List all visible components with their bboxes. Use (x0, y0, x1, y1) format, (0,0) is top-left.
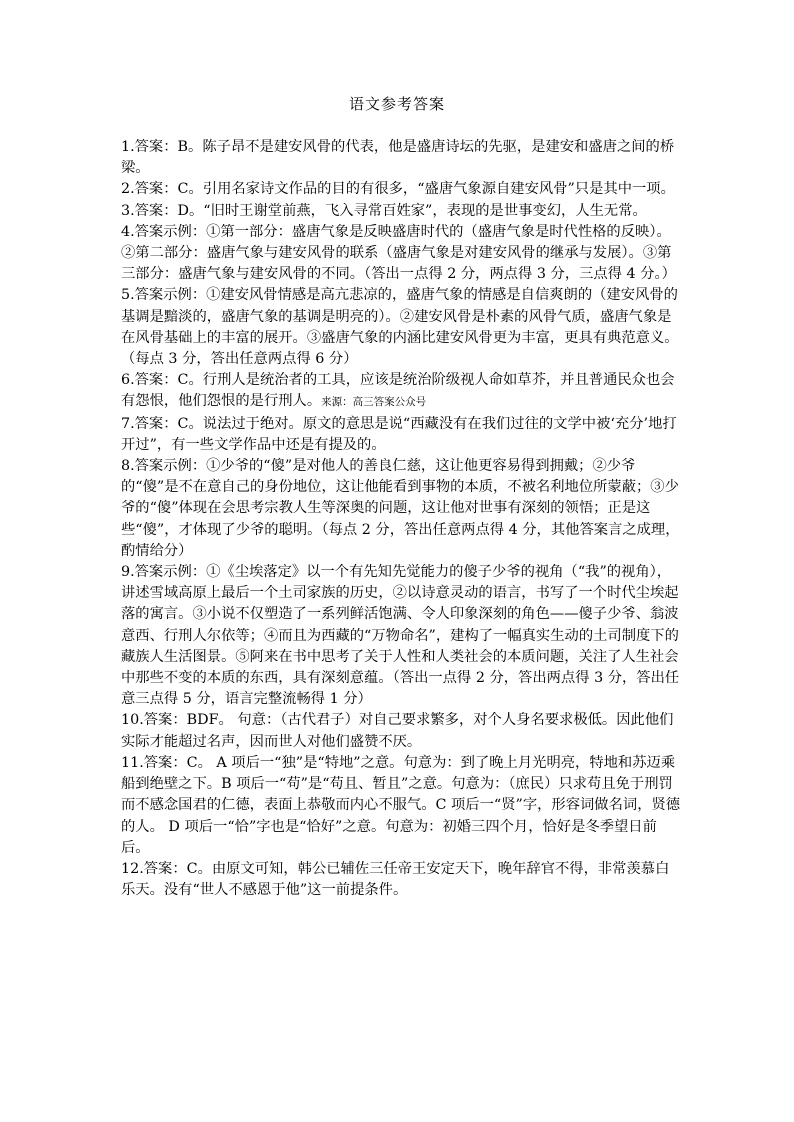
answer-9 (121, 562, 681, 710)
answer-4 (121, 222, 681, 286)
answer-3 (121, 201, 681, 222)
answer-7 (121, 414, 681, 456)
answer-12 (121, 859, 681, 901)
answer-text: 10.答案：BDF。 句意：（古代君子）对自己要求繁多，对个人身名要求极低。因此他们实际才能超过名声，因而世人对他们盛赞不厌。 (121, 712, 674, 750)
answer-1 (121, 137, 681, 179)
answer-text: 7.答案：C。说法过于绝对。原文的意思是说“西藏没有在我们过往的文学中被‘充分’地打开过”，有一些文学作品中还是有提及的。 (121, 415, 677, 453)
answer-8 (121, 456, 681, 562)
answer-text: 5.答案示例：①建安风骨情感是高亢悲凉的，盛唐气象的情感是自信爽朗的（建安风骨的基调是黯淡的，盛唐气象的基调是明亮的）。②建安风骨是朴素的风骨气质，盛唐气象是在风骨基础上的丰富的展开。③盛唐气象的内涵比建安风骨更为丰富，更具有典范意义。（每点 3 分，答出任意两点得 6 分） (121, 287, 679, 368)
source-note: 来源：高三答案公众号 (321, 396, 427, 409)
answer-text: 1.答案：B。陈子昂不是建安风骨的代表，他是盛唐诗坛的先驱，是建安和盛唐之间的桥梁。 (121, 139, 675, 177)
answer-text: 3.答案：D。“旧时王谢堂前燕，飞入寻常百姓家”，表现的是世事变幻，人生无常。 (121, 202, 647, 219)
answer-text: 6.答案：C。行刑人是统治者的工具，应该是统治阶级视人命如草芥，并且普通民众也会有怨恨，他们怨恨的是行刑人。 (121, 372, 675, 410)
answer-text: 8.答案示例：①少爷的“傻”是对他人的善良仁慈，这让他更容易得到拥戴；②少爷的“傻”是不在意自己的身份地位，这让他能看到事物的本质，不被名利地位所蒙蔽；③少爷的“傻”体现在会思考宗教人生等深奥的问题，这让他对世事有深刻的领悟；正是这些“傻”，才体现了少爷的聪明。（每点 2 分，答出任意两点得 4 分，其他答案言之成理，酌情给分） (121, 458, 680, 559)
answer-6 (121, 370, 681, 413)
page-title: 语文参考答案 (348, 95, 445, 113)
answer-11 (121, 753, 681, 859)
answer-text: 9.答案示例：①《尘埃落定》以一个有先知先觉能力的傻子少爷的视角（“我”的视角），讲述雪域高原上最后一个土司家族的历史，②以诗意灵动的语言，书写了一个时代尘埃起落的寓言。③小说不仅塑造了一系列鲜活饱满、令人印象深刻的角色——傻子少爷、翁波意西、行刑人尔依等；④而且为西藏的“万物命名”，建构了一幅真实生动的土司制度下的藏族人生活图景。⑤阿来在书中思考了关于人性和人类社会的本质问题，关注了人生社会中那些不变的本质的东西，具有深刻意蕴。（答出一点得 2 分，答出两点得 3 分，答出任意三点得 5 分，语言完整流畅得 1 分） (121, 564, 680, 708)
answer-10 (121, 710, 681, 752)
answer-2 (121, 179, 681, 200)
answer-list (121, 137, 681, 901)
answer-text: 12.答案：C。由原文可知，韩公已辅佐三任帝王安定天下，晚年辞官不得，非常羡慕白乐天。没有“世人不感恩于他”这一前提条件。 (121, 860, 670, 899)
answer-5 (121, 285, 681, 370)
answer-text: 11.答案：C。 A 项后一“独”是“特地”之意。句意为：到了晚上月光明亮，特地和苏迈乘船到绝壁之下。B 项后一“苟”是“苟且、暂且”之意。句意为：（庶民）只求苟且免于刑罚而不感念国君的仁德，表面上恭敬而内心不服气。C 项后一“贤”字，形容词做名词，贤德的人。 D 项后一“恰”字也是“恰好”之意。句意为：初婚三四个月，恰好是冬季望日前后。 (121, 754, 681, 856)
answer-text: 2.答案：C。引用名家诗文作品的目的有很多，“盛唐气象源自建安风骨”只是其中一项。 (121, 181, 675, 198)
answer-text: 4.答案示例：①第一部分：盛唐气象是反映盛唐时代的（盛唐气象是时代性格的反映）。②第二部分：盛唐气象与建安风骨的联系（盛唐气象是对建安风骨的继承与发展）。③第三部分：盛唐气象与建安风骨的不同。（答出一点得 2 分，两点得 3 分，三点得 4 分。） (121, 223, 676, 283)
